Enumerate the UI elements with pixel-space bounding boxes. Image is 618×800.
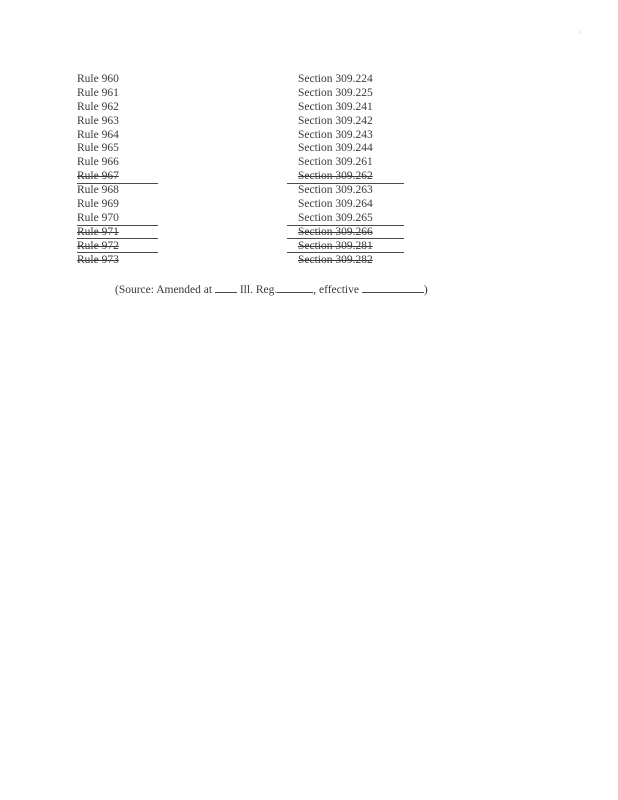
rule-number: Rule 969 xyxy=(77,198,119,211)
source-note-effective: , effective xyxy=(313,284,362,296)
table-row xyxy=(0,101,618,115)
page-blank xyxy=(277,283,313,293)
section-number: Section 309.225 xyxy=(298,86,373,99)
rule-number: Rule 970 xyxy=(77,211,119,224)
table-row xyxy=(0,184,618,198)
rule-number: Rule 963 xyxy=(77,114,119,127)
table-row xyxy=(0,115,618,129)
table-row xyxy=(0,73,618,87)
section-number: Section 309.262 xyxy=(298,170,373,183)
table-row xyxy=(0,156,618,170)
rule-number: Rule 968 xyxy=(77,184,119,197)
section-number: Section 309.265 xyxy=(298,211,373,224)
section-number: Section 309.224 xyxy=(298,73,373,85)
section-number: Section 309.282 xyxy=(298,253,373,266)
section-number: Section 309.241 xyxy=(298,100,373,113)
table-row xyxy=(0,170,618,184)
table-row xyxy=(0,212,618,226)
table-row xyxy=(0,198,618,212)
table-row xyxy=(0,254,618,268)
rule-number: Rule 964 xyxy=(77,128,119,141)
table-row xyxy=(0,226,618,240)
rule-number: Rule 967 xyxy=(77,170,119,183)
date-blank xyxy=(362,283,424,293)
rule-number: Rule 972 xyxy=(77,239,119,252)
section-number: Section 309.242 xyxy=(298,114,373,127)
section-number: Section 309.243 xyxy=(298,128,373,141)
rule-section-table xyxy=(0,73,618,267)
table-row xyxy=(0,240,618,254)
section-number: Section 309.266 xyxy=(298,225,373,238)
section-number: Section 309.261 xyxy=(298,156,373,169)
rule-number: Rule 966 xyxy=(77,156,119,169)
corner-mark: · xyxy=(578,28,581,37)
rule-number: Rule 961 xyxy=(77,86,119,99)
source-note xyxy=(115,283,428,296)
table-row xyxy=(0,142,618,156)
source-note-close: ) xyxy=(423,284,428,296)
section-number: Section 309.281 xyxy=(298,239,373,252)
rule-number: Rule 965 xyxy=(77,142,119,155)
volume-blank xyxy=(215,283,237,293)
rule-number: Rule 973 xyxy=(77,253,119,266)
source-note-open: (Source: Amended at xyxy=(115,284,215,296)
table-row xyxy=(0,87,618,101)
section-number: Section 309.264 xyxy=(298,198,373,211)
section-number: Section 309.244 xyxy=(298,142,373,155)
rule-number: Rule 971 xyxy=(77,225,119,238)
rule-number: Rule 960 xyxy=(77,73,119,85)
table-row xyxy=(0,129,618,143)
source-note-reg: Ill. Reg. xyxy=(236,284,278,296)
section-number: Section 309.263 xyxy=(298,184,373,197)
rule-number: Rule 962 xyxy=(77,100,119,113)
